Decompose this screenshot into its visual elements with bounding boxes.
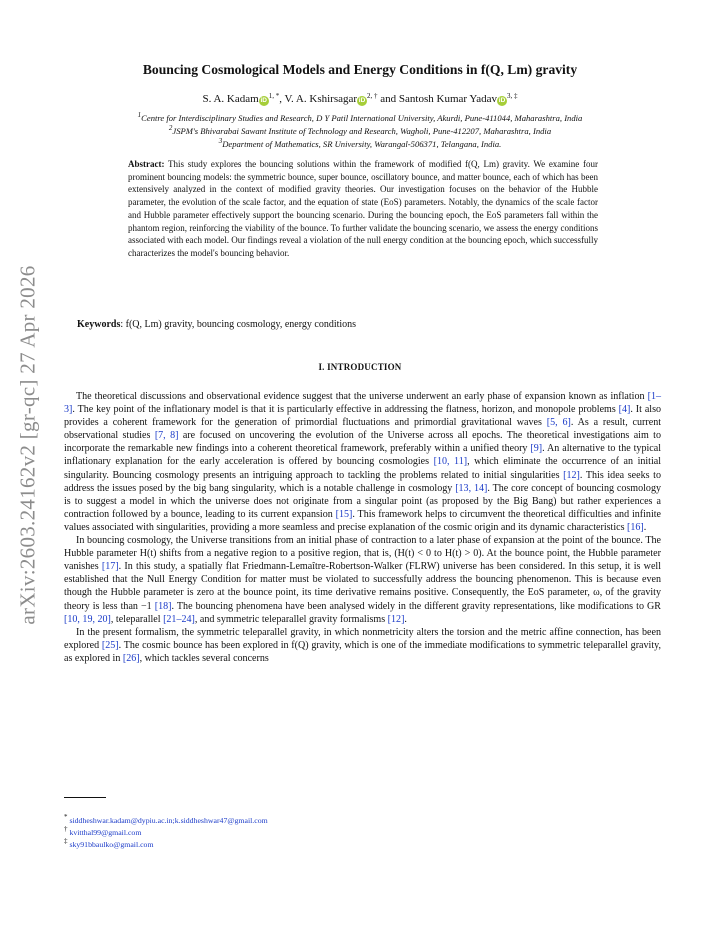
abstract-text: This study explores the bouncing solutions within the framework of modified f(Q, Lm) gravity. We examine four prominent bouncing models: the symmetric bounce, super bounce, oscillatory bounce, and matter bounce, each of which has been extensively analyzed in the context of modified gravity theories. Our investigation focuses on the behavior of the Hubble parameter, the evolution of the scale factor, and the equation of state (EoS) parameters. Notably, the dynamics of the scale factor and Hubble parameter effectively support the bouncing scenario. During the bouncing epoch, the EoS parameters fall within the phantom region, reinforcing the viability of the bounce. To further validate the bouncing scenario, we assess the energy conditions associated with each model. Our findings reveal a violation of the null energy condition at the bouncing epoch, which successfully characterizes the model's bouncing behavior. bbox=[128, 159, 598, 258]
citation-link[interactable]: [17] bbox=[101, 561, 119, 573]
arxiv-stamp: arXiv:2603.24162v2 [gr-qc] 27 Apr 2026 bbox=[15, 265, 40, 625]
body-paragraph bbox=[64, 534, 661, 626]
footnote: * siddheshwar.kadam@dypiu.ac.in;k.siddheshwar47@gmail.com bbox=[64, 813, 268, 825]
email-link[interactable]: sky91bbaulko@gmail.com bbox=[69, 840, 154, 849]
citation-link[interactable]: [10, 19, 20] bbox=[64, 613, 111, 625]
body-text-run: . An alternative to the typical inflationary explanation for the early acceleration is offered by bouncing cosmologies bbox=[64, 443, 661, 468]
body-text-run: . It also provides a coherent framework for the generation of primordial fluctuations and primordial gravitational waves bbox=[64, 404, 661, 429]
body-paragraph bbox=[64, 626, 661, 665]
section-heading: I. INTRODUCTION bbox=[318, 362, 402, 372]
citation-link[interactable]: [7, 8] bbox=[154, 430, 179, 442]
body-text-run: are focused on uncovering the evolution of the Universe across all epochs. The theoretical investigations aim to incorporate the remarkable new findings into a coherent theoretical framework, preferably within a unified theory bbox=[64, 430, 661, 455]
body-text-run: . This framework helps to circumvent the theoretical difficulties and infinite values associated with singularities, providing a more seamless and precise explanation of the cosmic origin and its dynamic characteristics bbox=[64, 508, 661, 533]
body-text-run: In the present formalism, the symmetric teleparallel gravity, in which nonmetricity alters the torsion and the metric affine connection, has been explored bbox=[64, 626, 661, 651]
author-marks: 1, * bbox=[268, 92, 280, 100]
keywords-text: f(Q, Lm) gravity, bouncing cosmology, energy conditions bbox=[125, 319, 357, 330]
citation-link[interactable]: [4] bbox=[618, 404, 631, 416]
author-separator: , bbox=[279, 93, 282, 105]
citation-link[interactable]: [15] bbox=[335, 508, 353, 520]
author-list bbox=[60, 92, 660, 106]
citation-link[interactable]: [9] bbox=[530, 443, 543, 455]
affiliation: $^2$JSPM's Bhivarabai Sawant Institute of Technology and Research, Wagholi, Pune-412207, Maharashtra, India bbox=[168, 124, 552, 136]
body-text-run: . The bouncing phenomena have been analysed widely in the different gravity representations, like modifications to GR bbox=[171, 600, 661, 612]
email-link[interactable]: kvitthal99@gmail.com bbox=[69, 828, 142, 837]
citation-link[interactable]: [5, 6] bbox=[546, 417, 571, 429]
abstract bbox=[128, 158, 598, 260]
citation-link[interactable]: [26] bbox=[122, 652, 140, 664]
body-text-run: . The cosmic bounce has been explored in f(Q) gravity, which is one of the immediate modifications to symmetric teleparallel gravity, as explored in bbox=[64, 639, 661, 664]
body-text-run: . bbox=[404, 613, 407, 625]
author-separator: and bbox=[380, 93, 397, 105]
orcid-icon[interactable]: iD bbox=[498, 97, 506, 104]
author-name: V. A. Kshirsagar bbox=[284, 93, 358, 105]
body-text-run: , which eliminate the occurrence of an initial singularity. Bouncing cosmology presents an intriguing approach to tackling the problems related to initial singularities bbox=[64, 456, 662, 481]
affiliation: $^1$Centre for Interdisciplinary Studies and Research, D Y Patil International University, Akurdi, Pune-411044, Maharashtra, India bbox=[137, 111, 583, 123]
keywords-label: Keywords bbox=[77, 319, 121, 330]
footnote: † kvitthal99@gmail.com bbox=[64, 825, 142, 837]
body-paragraph bbox=[64, 390, 661, 534]
body-text-run: . This idea seeks to address the issues posed by the big bang singularity, which is a notable challenge in cosmology bbox=[64, 469, 661, 494]
author-marks: 2, † bbox=[367, 92, 378, 100]
body-text-run: In bouncing cosmology, the Universe transitions from an initial phase of contraction to a later phase of expansion at the point of the bounce. The Hubble parameter H(t) shifts from a negative region to a positive region, that is, (H(t) < 0 to H(t) > 0). At the bounce point, the Hubble parameter vanishes bbox=[64, 535, 661, 573]
citation-link[interactable]: [10, 11] bbox=[433, 456, 468, 468]
citation-link[interactable]: [13, 14] bbox=[455, 482, 488, 494]
citation-link[interactable]: [12] bbox=[563, 469, 580, 481]
orcid-icon[interactable]: iD bbox=[358, 97, 366, 104]
citation-link[interactable]: [18] bbox=[154, 600, 172, 612]
author-name: S. A. Kadam bbox=[202, 93, 259, 105]
citation-link[interactable]: [21–24] bbox=[163, 613, 195, 625]
body-text-run: . The key point of the inflationary model is that it is particularly effective in addressing the flatness, horizon, and monopole problems bbox=[72, 404, 619, 416]
author-marks: 3, ‡ bbox=[507, 92, 518, 100]
body-text bbox=[64, 390, 661, 665]
citation-link[interactable]: [16] bbox=[627, 521, 644, 533]
affiliation: $^3$Department of Mathematics, SR University, Warangal-506371, Telangana, India. bbox=[218, 137, 502, 149]
body-text-run: The theoretical discussions and observational evidence suggest that the universe underwent an early phase of expansion known as inflation bbox=[76, 391, 648, 402]
body-text-run: , which tackles several concerns bbox=[139, 652, 269, 664]
citation-link[interactable]: [12] bbox=[387, 613, 405, 625]
footnote-rule bbox=[64, 797, 106, 798]
email-link[interactable]: siddheshwar.kadam@dypiu.ac.in;k.siddheshwar47@gmail.com bbox=[69, 816, 268, 825]
body-text-run: . As a result, current observational studies bbox=[64, 417, 662, 442]
body-text-run: , and symmetric teleparallel gravity formalisms bbox=[194, 613, 388, 625]
footnote: ‡ sky91bbaulko@gmail.com bbox=[64, 837, 154, 849]
body-text-run: . bbox=[643, 521, 647, 533]
abstract-label: Abstract: bbox=[128, 159, 165, 169]
orcid-icon[interactable]: iD bbox=[260, 97, 267, 104]
body-text-run: , teleparallel bbox=[110, 613, 164, 625]
body-text-run: . In this study, a spatially flat Friedmann-Lemaître-Robertson-Walker (FLRW) universe has been considered. In this setup, it is well established that the Null Energy Condition for matter must be violated to successfully address the bouncing phenomenon. This is because even though the Hubble parameter is zero at the bounce point, its time derivative remains positive. Consequently, the EoS parameter, ω, of the gravity theory is less than −1 bbox=[64, 561, 661, 612]
paper-title: Bouncing Cosmological Models and Energy Conditions in f(Q, Lm) gravity bbox=[142, 62, 578, 77]
author-name: Santosh Kumar Yadav bbox=[398, 93, 498, 105]
body-text-run: . The core concept of bouncing cosmology is to suggest a model in which the universe does not originate from a singular point (as proposed by the Big Bang) but rather experiences a contraction followed by a bounce, leading to its current expansion bbox=[64, 482, 662, 520]
citation-link[interactable]: [1–3] bbox=[64, 391, 661, 416]
citation-link[interactable]: [25] bbox=[101, 639, 119, 651]
keywords: Keywords: f(Q, Lm) gravity, bouncing cosmology, energy conditions bbox=[77, 319, 357, 330]
